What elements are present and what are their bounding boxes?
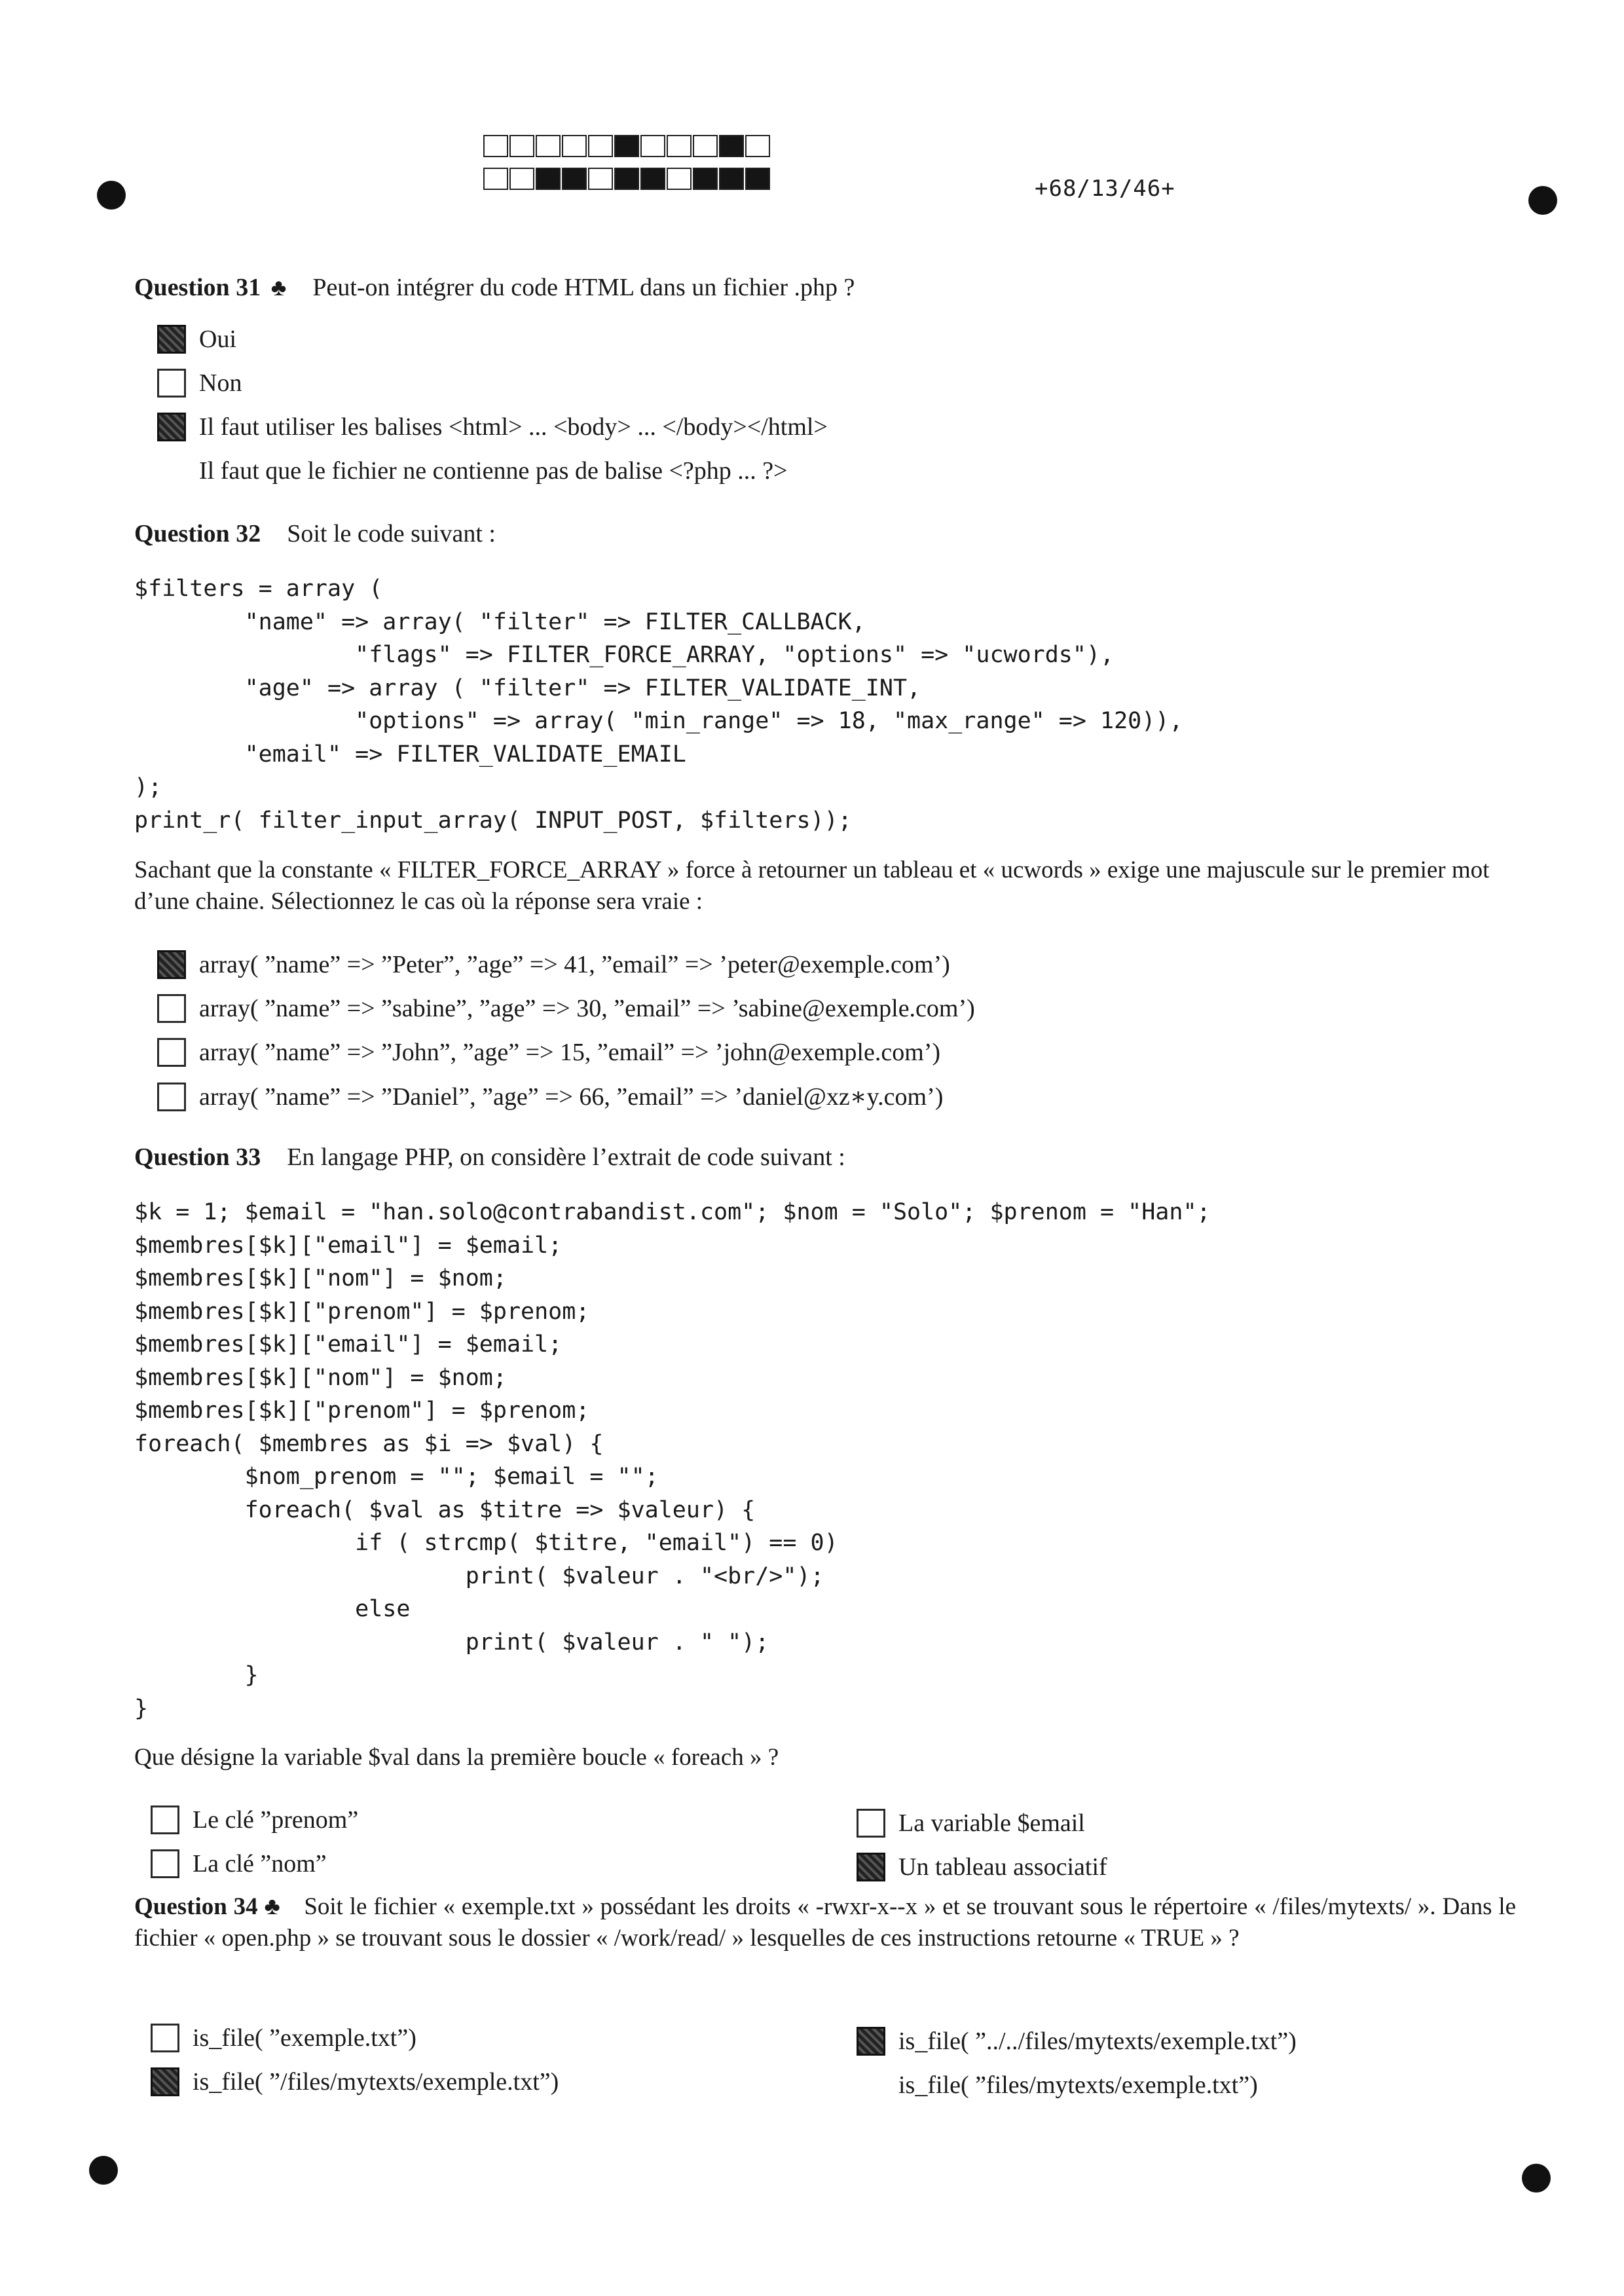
checkbox[interactable] [151,2024,179,2052]
question-number: Question 32 [134,520,261,547]
barcode-cell [509,135,534,157]
barcode-cell [745,168,770,190]
option-label: Le clé ”prenom” [193,1806,359,1834]
option-label: Il faut utiliser les balises <html> ... <body> ... </body></html> [199,413,828,441]
question-prompt: Peut-on intégrer du code HTML dans un fichier .php ? [312,274,855,301]
barcode-cell [483,135,508,157]
club-icon: ♣ [270,274,287,301]
q32-option-1[interactable] [157,994,975,1023]
option-label: is_file( ”exemple.txt”) [193,2024,416,2052]
checkbox[interactable] [157,994,186,1023]
option-label: array( ”name” => ”sabine”, ”age” => 30, ”email” => ’sabine@exemple.com’) [199,995,975,1022]
checkbox[interactable] [157,950,186,979]
barcode-cell [562,135,587,157]
barcode-cell [614,168,639,190]
barcode-cell [719,168,744,190]
option-label: La clé ”nom” [193,1850,327,1878]
checkbox[interactable] [857,2027,885,2056]
barcode-cell [562,168,587,190]
q31-option-1[interactable] [157,369,242,398]
q33-option-3[interactable] [857,1853,1107,1881]
option-label: array( ”name” => ”Daniel”, ”age” => 66, ”email” => ’daniel@xz∗y.com’) [199,1083,944,1111]
checkbox[interactable] [857,1809,885,1838]
question-prompt: Soit le code suivant : [287,520,496,547]
q31-option-3[interactable] [157,456,788,485]
checkbox[interactable] [157,1038,186,1067]
barcode-cell [483,168,508,190]
option-label: is_file( ”../../files/mytexts/exemple.txt”) [898,2028,1297,2055]
q33-option-0[interactable] [151,1805,358,1834]
checkbox[interactable] [151,1805,179,1834]
q31-option-0[interactable] [157,325,236,354]
question-32-header [134,519,496,548]
checkbox[interactable] [857,1853,885,1881]
barcode-cell [536,135,561,157]
q34-option-1[interactable] [151,2067,559,2096]
barcode-cell [667,168,692,190]
option-label: La variable $email [898,1809,1085,1837]
question-prompt: Soit le fichier « exemple.txt » possédant les droits « -rwxr-x--x » et se trouvant sous le répertoire « /files/mytexts/ ». Dans le fichier « open.php » se trouvant sous le dossier « /work/read/ » lesquelles de ces instructions retourne « TRUE » ? [134,1893,1517,1952]
q33-option-2[interactable] [857,1809,1085,1838]
barcode-cell [509,168,534,190]
question-31-header [134,273,855,302]
barcode-cell [667,135,692,157]
checkbox[interactable] [857,2071,885,2100]
barcode-cell [693,135,718,157]
question-number: Question 33 [134,1143,261,1171]
question-34-header [134,1891,1516,1954]
option-label: array( ”name” => ”John”, ”age” => 15, ”email” => ’john@exemple.com’) [199,1039,941,1066]
q32-code-block: $filters = array ( "name" => array( "filter" => FILTER_CALLBACK, "flags" => FILTER_FORCE_ARRAY, "options" => "ucwords"), "age" => array ( "filter" => FILTER_VALIDATE_INT, "options" => array( "min_range" => 18, "max_range" => 120)), "email" => FILTER_VALIDATE_EMAIL ); print_r( filter_input_array( INPUT_POST, $filters)); [134,576,1183,834]
barcode-cell [536,168,561,190]
registration-dot-bottom-left [89,2156,118,2185]
q33-code-block: $k = 1; $email = "han.solo@contrabandist.com"; $nom = "Solo"; $prenom = "Han"; $membres[$k]["email"] = $email; $membres[$k]["nom"] = $nom; $membres[$k]["prenom"] = $prenom; $membres[$k]["email"] = $email; $membres[$k]["nom"] = $nom; $membres[$k]["prenom"] = $prenom; foreach( $membres as $i => $val) { $nom_prenom = ""; $email = ""; foreach( $val as $titre => $valeur) { if ( strcmp( $titre, "email") == 0) print( $valeur . "<br/>"); else print( $valeur . " "); } } [134,1199,1211,1722]
q34-option-3[interactable] [857,2071,1258,2100]
q33-question: Que désigne la variable $val dans la première boucle « foreach » ? [134,1744,779,1771]
q33-option-1[interactable] [151,1849,327,1878]
barcode-cell [614,135,639,157]
q31-option-2[interactable] [157,413,828,441]
barcode-bottom-row [483,168,771,190]
q32-option-2[interactable] [157,1038,940,1067]
option-label: Oui [199,325,236,353]
question-number: Question 34 ♣ [134,1893,281,1920]
checkbox[interactable] [151,2067,179,2096]
registration-dot-top-right [1528,186,1557,215]
q32-option-3[interactable] [157,1082,943,1111]
barcode-cell [745,135,770,157]
q32-option-0[interactable] [157,950,950,979]
registration-dot-bottom-right [1522,2164,1551,2193]
question-prompt: En langage PHP, on considère l’extrait de code suivant : [287,1143,845,1171]
page-code: +68/13/46+ [1035,176,1175,202]
option-label: Un tableau associatif [898,1853,1107,1881]
option-label: Il faut que le fichier ne contienne pas de balise <?php ... ?> [199,457,788,485]
option-label: Non [199,369,242,397]
checkbox[interactable] [157,456,186,485]
option-label: array( ”name” => ”Peter”, ”age” => 41, ”email” => ’peter@exemple.com’) [199,951,950,978]
club-icon: ♣ [264,1893,281,1920]
option-label: is_file( ”files/mytexts/exemple.txt”) [898,2071,1258,2099]
barcode-cell [588,135,613,157]
q32-description: Sachant que la constante « FILTER_FORCE_ARRAY » force à retourner un tableau et « ucwords » exige une majuscule sur le premier mot d’une chaine. Sélectionnez le cas où la réponse sera vraie : [134,857,1490,915]
checkbox[interactable] [157,413,186,441]
option-label: is_file( ”/files/mytexts/exemple.txt”) [193,2068,559,2096]
checkbox[interactable] [157,369,186,398]
barcode-top-row [483,135,771,157]
barcode-cell [693,168,718,190]
checkbox[interactable] [157,1083,186,1111]
checkbox[interactable] [157,325,186,354]
q34-option-0[interactable] [151,2024,416,2052]
barcode-cell [719,135,744,157]
question-number: Question 31 ♣ [134,274,287,301]
question-33-header [134,1143,845,1172]
registration-dot-top-left [97,181,126,210]
barcode-cell [640,135,665,157]
checkbox[interactable] [151,1849,179,1878]
q34-option-2[interactable] [857,2027,1297,2056]
barcode-cell [588,168,613,190]
barcode-cell [640,168,665,190]
